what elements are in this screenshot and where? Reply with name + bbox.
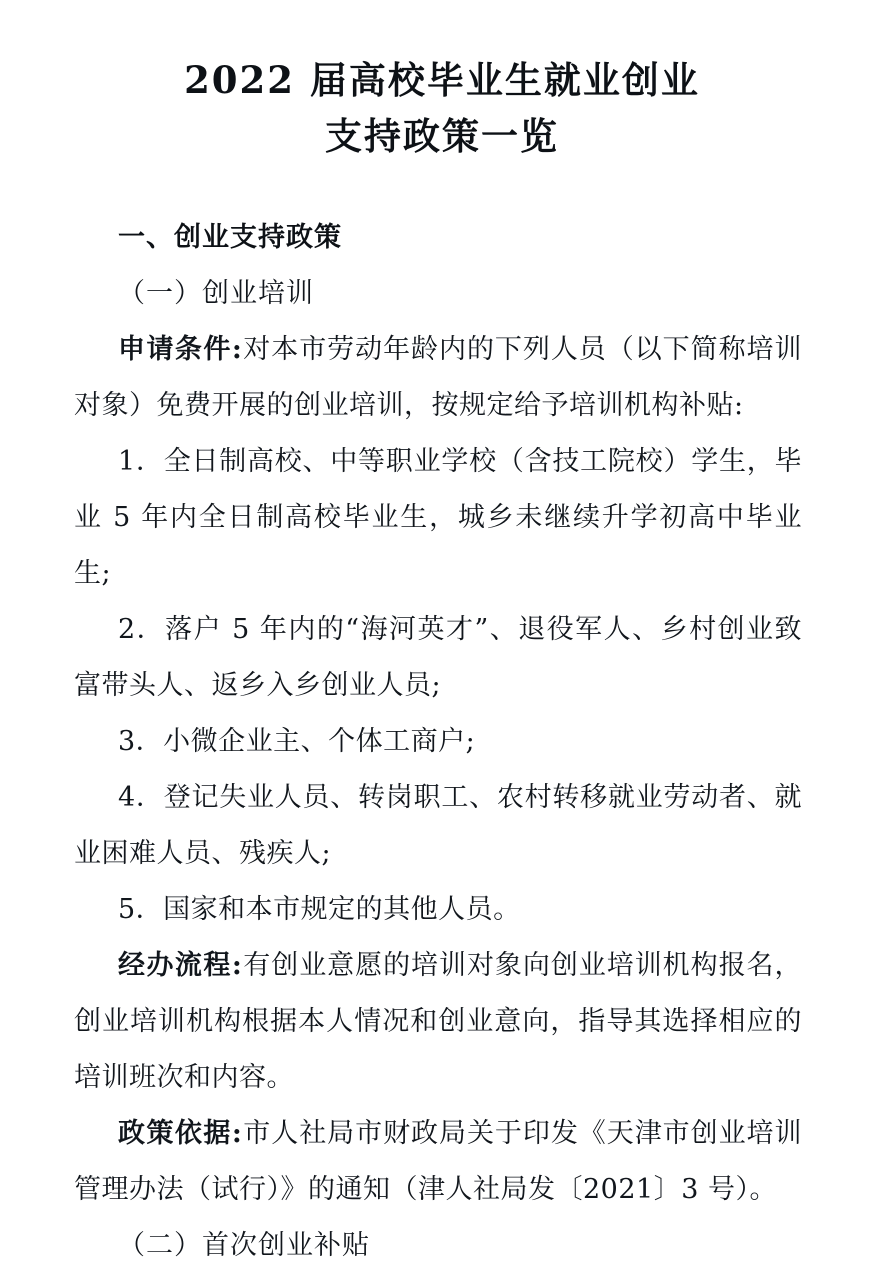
- text-process: 有创业意愿的培训对象向创业培训机构报名，创业培训机构根据本人情况和创业意向，指导其选择相应的培训班次和内容。: [74, 950, 803, 1093]
- list-item: 3．小微企业主、个体工商户;: [118, 726, 476, 757]
- label-apply-conditions: 申请条件:: [118, 334, 243, 365]
- list-item: 5．国家和本市规定的其他人员。: [118, 894, 521, 925]
- list-item: 4．登记失业人员、转岗职工、农村转移就业劳动者、就业困难人员、残疾人;: [74, 782, 802, 869]
- paragraph-policy-basis: [74, 1106, 802, 1218]
- section-subheading-2: （二）首次创业补贴: [118, 1230, 370, 1261]
- document-title: [56, 52, 828, 164]
- label-process: 经办流程:: [118, 950, 243, 981]
- text-policy-basis: 市人社局市财政局关于印发《天津市创业培训管理办法（试行）》的通知（津人社局发〔2021〕3 号）。: [74, 1118, 803, 1205]
- title-line-2: 支持政策一览: [325, 114, 559, 158]
- title-line-1: 2022 届高校毕业生就业创业: [184, 58, 700, 102]
- text-apply-conditions: 对本市劳动年龄内的下列人员（以下简称培训对象）免费开展的创业培训，按规定给予培训机构补贴:: [74, 334, 803, 421]
- label-policy-basis: 政策依据:: [118, 1118, 243, 1149]
- paragraph-process: [74, 938, 802, 1106]
- numbered-list: [74, 434, 802, 938]
- section-subheading-1: （一）创业培训: [118, 278, 314, 309]
- list-item: 2．落户 5 年内的“海河英才”、退役军人、乡村创业致富带头人、返乡入乡创业人员;: [74, 614, 802, 701]
- document-body: [56, 210, 828, 1274]
- paragraph-apply-conditions: [74, 322, 802, 434]
- section-heading-1: 一、创业支持政策: [118, 222, 342, 253]
- list-item: 1．全日制高校、中等职业学校（含技工院校）学生，毕业 5 年内全日制高校毕业生，城乡未继续升学初高中毕业生;: [74, 446, 802, 589]
